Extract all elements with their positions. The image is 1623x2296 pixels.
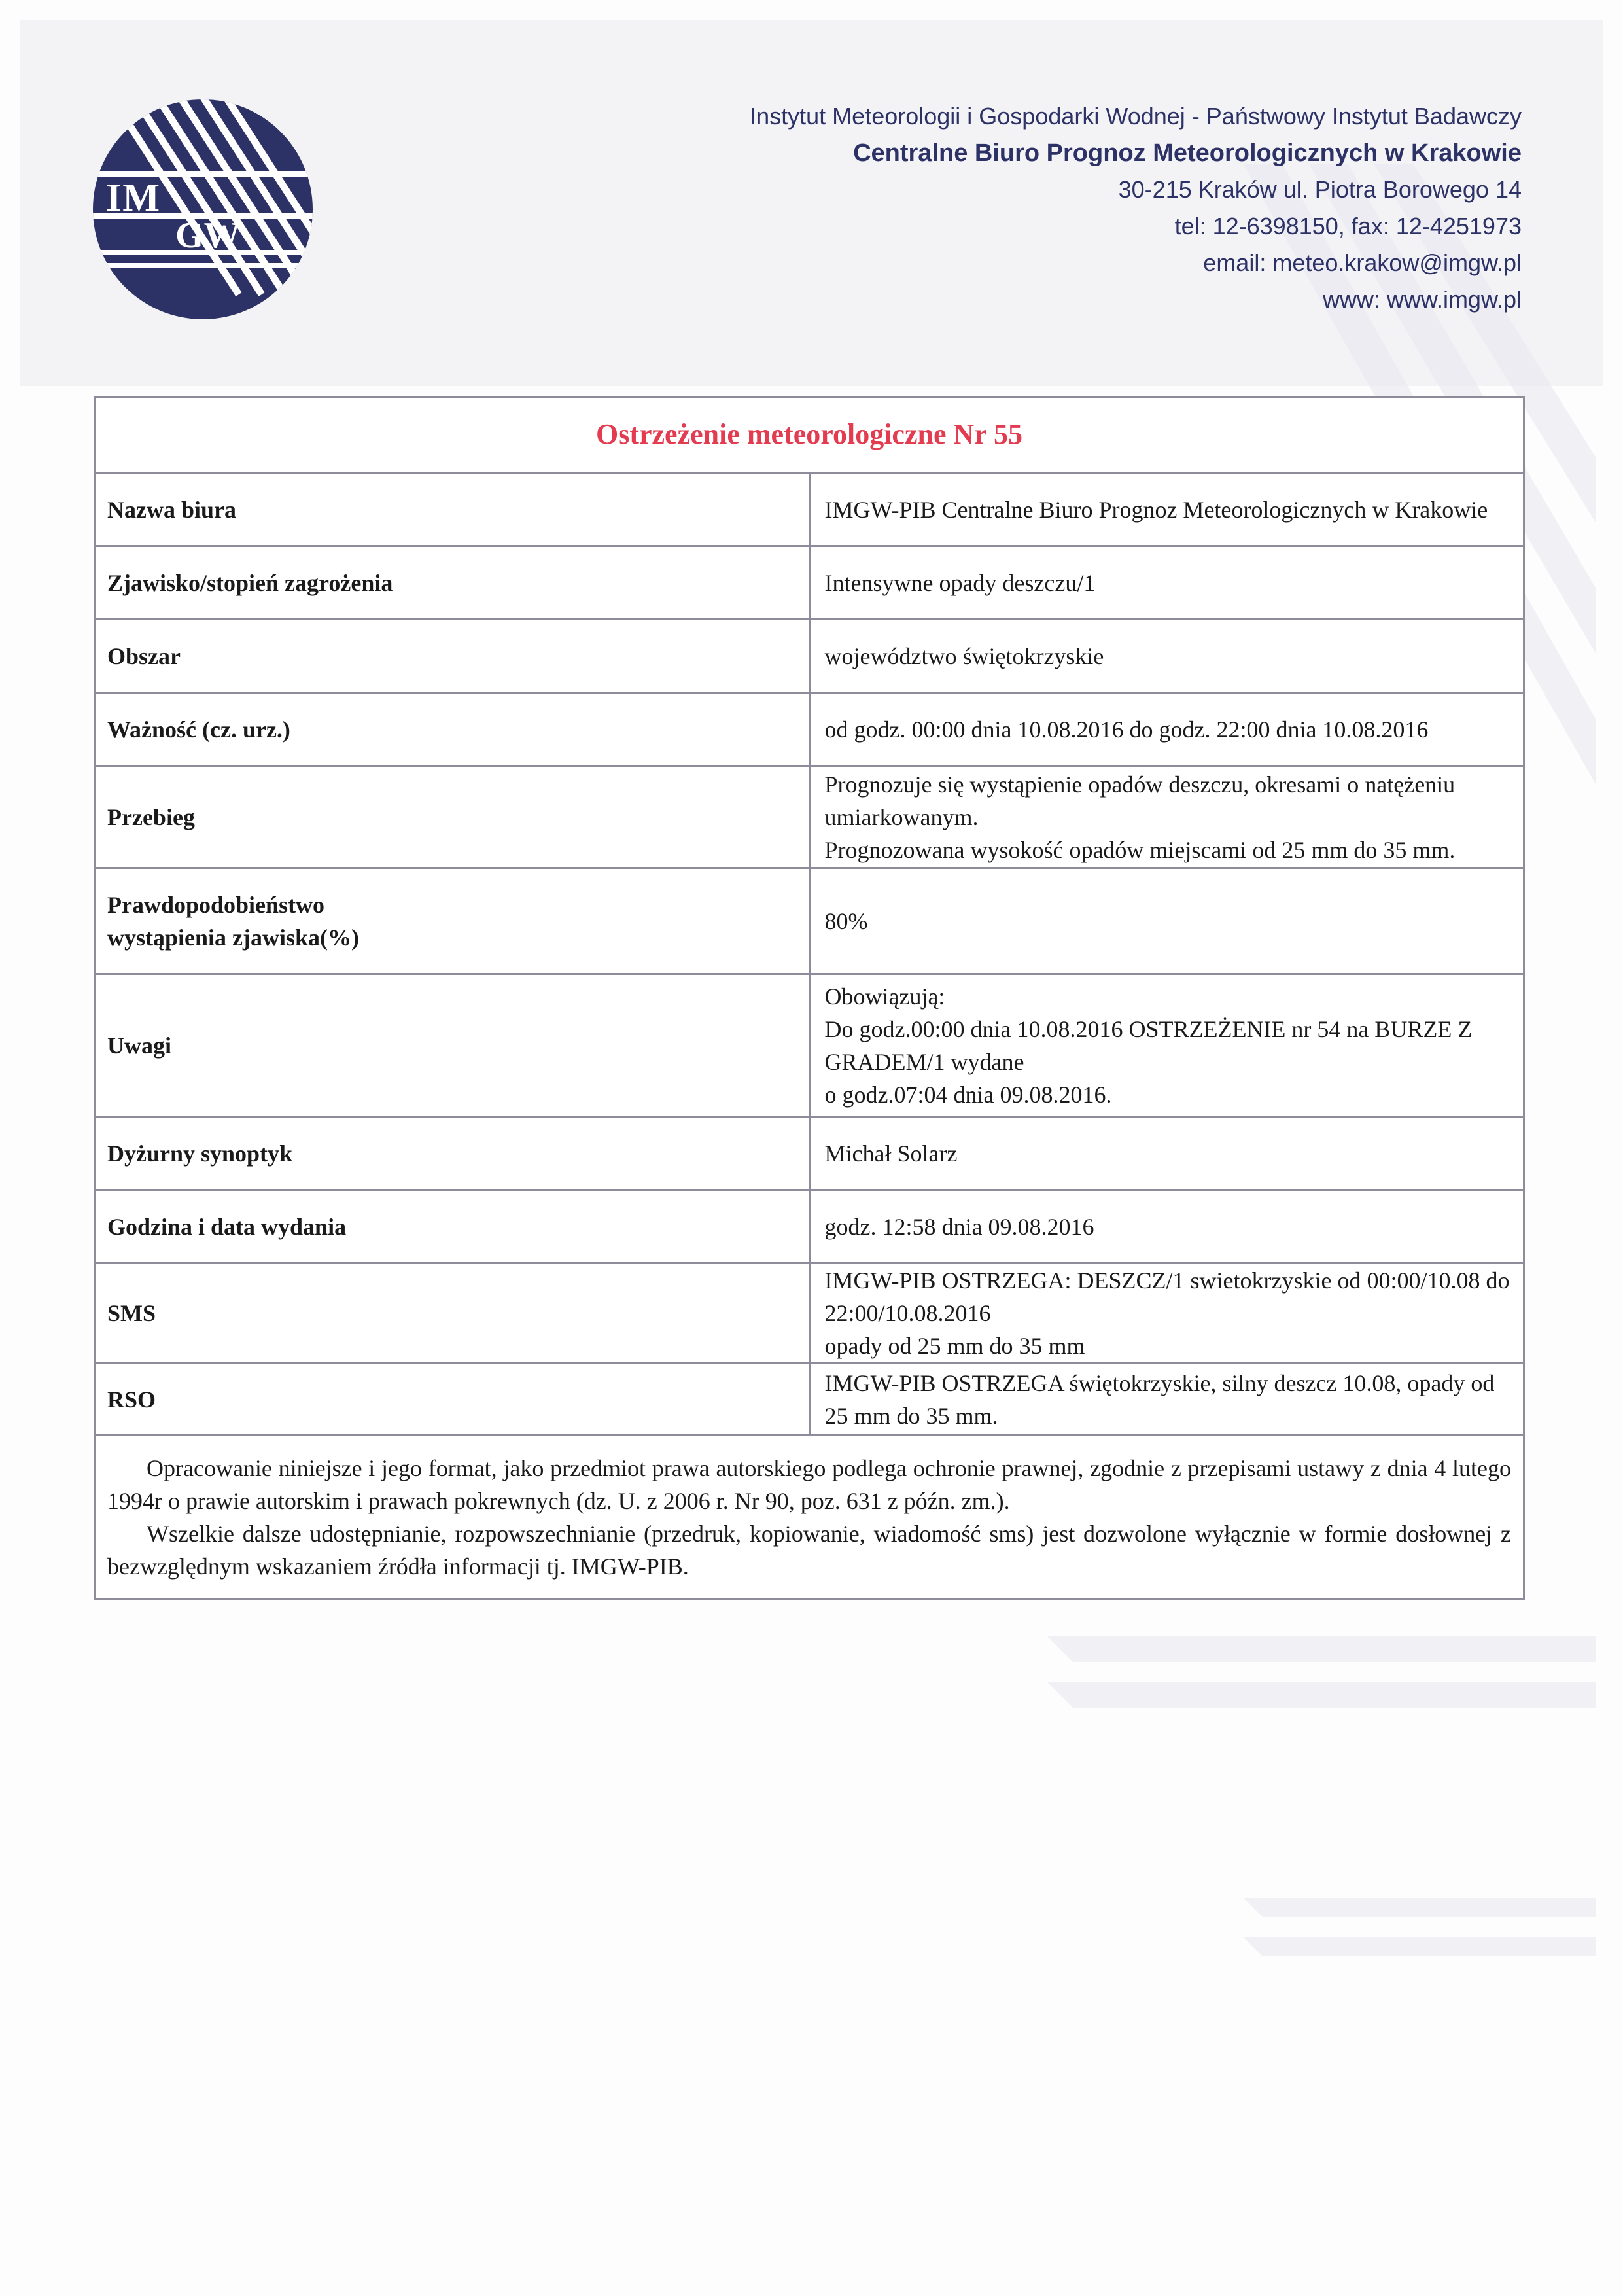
row-value-line: Obowiązują: [824,983,945,1010]
row-label-line: Zjawisko/stopień zagrożenia [107,569,393,596]
table-row [95,693,1524,766]
row-label-line: Uwagi [107,1032,171,1059]
row-label [95,974,810,1117]
table-row [95,546,1524,620]
copyright-paragraph: Wszelkie dalsze udostępnianie, rozpowszechnianie (przedruk, kopiowanie, wiadomość sms) jest dozwolone wyłącznie w formie dosłownej z bezwzględnym wskazaniem źródła informacji tj. IMGW-PIB. [107,1521,1511,1580]
row-value [809,546,1524,620]
copyright-notice [95,1436,1524,1600]
row-value [809,766,1524,868]
table-row [95,974,1524,1117]
logo-text-im: IM [106,176,161,219]
row-value-line: Intensywne opady deszczu/1 [824,569,1096,596]
row-value-line: Do godz.00:00 dnia 10.08.2016 OSTRZEŻENIE nr 54 na BURZE Z GRADEM/1 wydane [824,1016,1473,1075]
row-value-line: godz. 12:58 dnia 09.08.2016 [824,1213,1094,1240]
table-row [95,620,1524,693]
row-label-line: Prawdopodobieństwo [107,891,325,918]
row-value [809,1117,1524,1190]
row-label [95,693,810,766]
copyright-row [95,1436,1524,1600]
warning-table [94,396,1525,1600]
row-label-line: Przebieg [107,804,195,830]
row-value [809,1364,1524,1436]
table-row [95,1117,1524,1190]
row-value [809,473,1524,546]
row-label [95,473,810,546]
row-value [809,620,1524,693]
row-value-line: IMGW-PIB OSTRZEGA: DESZCZ/1 swietokrzyskie od 00:00/10.08 do 22:00/10.08.2016 [824,1267,1510,1326]
row-label [95,620,810,693]
row-value [809,1190,1524,1263]
office-email: email: meteo.krakow@imgw.pl [1203,249,1522,276]
row-label [95,1263,810,1364]
office-phone: tel: 12-6398150, fax: 12-4251973 [1174,213,1522,239]
row-label-line: Godzina i data wydania [107,1213,347,1240]
institute-header [606,98,1522,318]
row-value-line: województwo świętokrzyskie [824,643,1104,669]
row-label [95,766,810,868]
imgw-logo [92,98,314,321]
row-value [809,974,1524,1117]
office-address: 30-215 Kraków ul. Piotra Borowego 14 [1118,176,1522,203]
warning-title-cell [95,397,1524,473]
row-value [809,868,1524,974]
row-label-line: Ważność (cz. urz.) [107,716,290,743]
row-label [95,1190,810,1263]
row-value-line: 80% [824,908,868,934]
table-row [95,1190,1524,1263]
row-label [95,1117,810,1190]
row-value-line: Prognozuje się wystąpienie opadów deszczu, okresami o natężeniu umiarkowanym. [824,771,1456,830]
table-row [95,473,1524,546]
office-website: www: www.imgw.pl [1322,286,1522,313]
row-label-line: SMS [107,1300,156,1326]
table-row [95,1364,1524,1436]
row-label [95,546,810,620]
logo-text-gw: GW [175,215,241,256]
row-label-line: wystąpienia zjawiska(%) [107,924,359,951]
row-value-line: o godz.07:04 dnia 09.08.2016. [824,1081,1112,1108]
row-label [95,1364,810,1436]
row-value-line: opady od 25 mm do 35 mm [824,1333,1085,1359]
row-value-line: IMGW-PIB OSTRZEGA świętokrzyskie, silny deszcz 10.08, opady od 25 mm do 35 mm. [824,1369,1495,1429]
table-row [95,766,1524,868]
row-value-line: Michał Solarz [824,1140,958,1167]
row-label [95,868,810,974]
row-label-line: Obszar [107,643,181,669]
table-row [95,1263,1524,1364]
warning-title: Ostrzeżenie meteorologiczne Nr 55 [596,417,1022,450]
row-value-line: od godz. 00:00 dnia 10.08.2016 do godz. 22:00 dnia 10.08.2016 [824,716,1429,743]
office-name: Centralne Biuro Prognoz Meteorologicznych w Krakowie [853,139,1522,167]
institute-name: Instytut Meteorologii i Gospodarki Wodnej - Państwowy Instytut Badawczy [750,103,1522,130]
row-label-line: Dyżurny synoptyk [107,1140,293,1167]
row-value [809,1263,1524,1364]
row-value-line: IMGW-PIB Centralne Biuro Prognoz Meteorologicznych w Krakowie [824,496,1488,523]
table-row [95,868,1524,974]
copyright-paragraph: Opracowanie niniejsze i jego format, jako przedmiot prawa autorskiego podlega ochronie prawnej, zgodnie z przepisami ustawy z dnia 4 lutego 1994r o prawie autorskim i prawach pokrewnych (dz. U. z 2006 r. Nr 90, poz. 631 z późn. zm.). [107,1455,1511,1514]
row-value [809,693,1524,766]
row-label-line: Nazwa biura [107,496,236,523]
row-value-line: Prognozowana wysokość opadów miejscami od 25 mm do 35 mm. [824,836,1456,863]
row-label-line: RSO [107,1386,156,1413]
